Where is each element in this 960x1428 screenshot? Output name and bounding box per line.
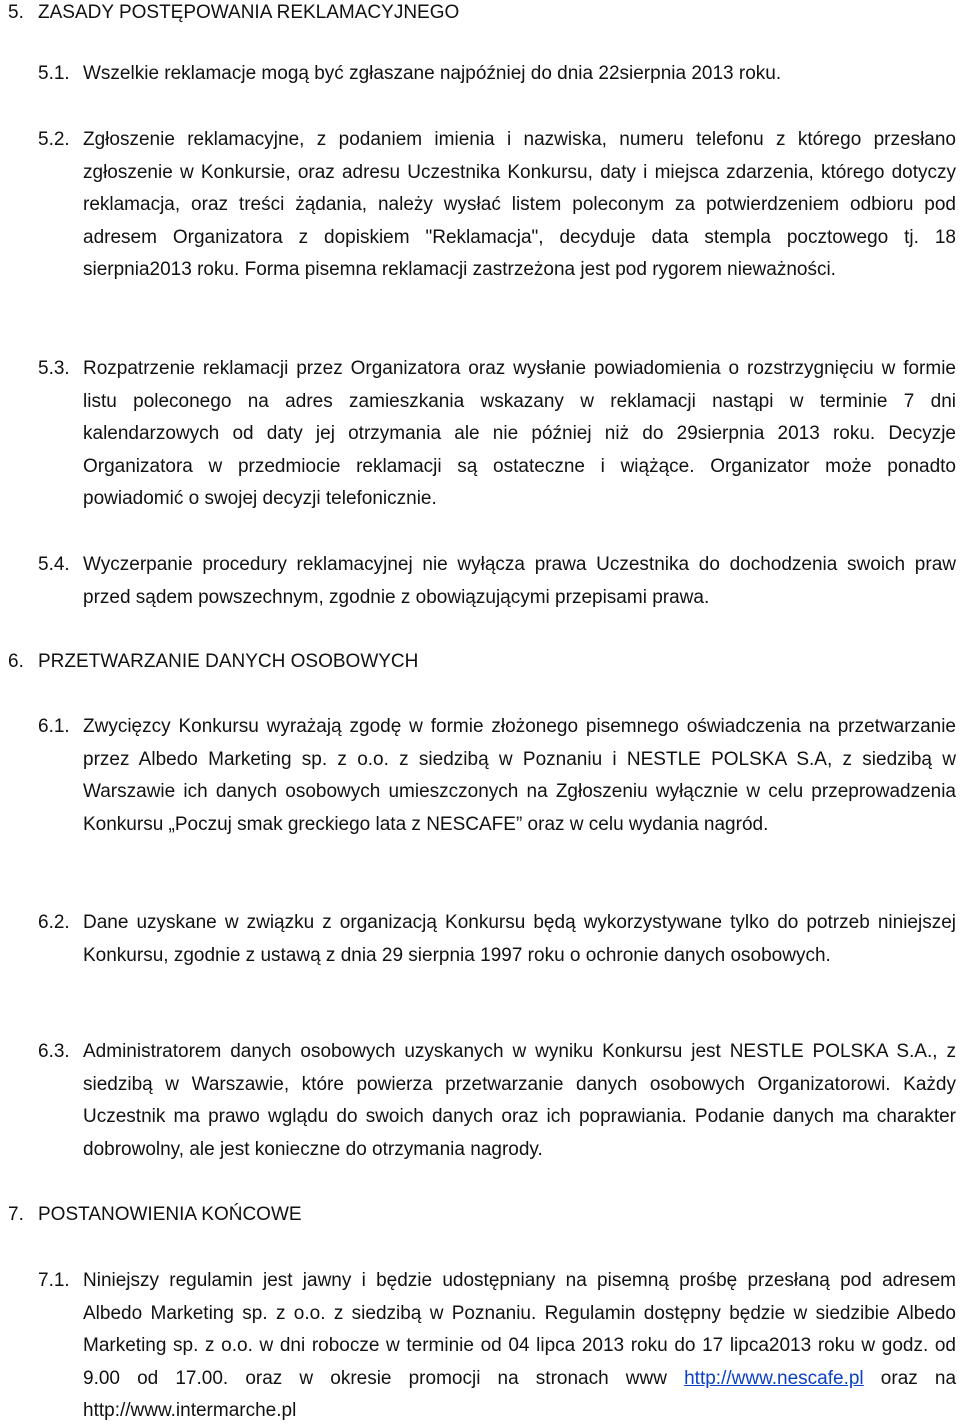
section-number: 6.	[8, 651, 24, 672]
clause-text-after-link: oraz na http://www.intermarche.pl	[83, 1367, 957, 1421]
clause-number: 5.2.	[38, 129, 70, 150]
clause-number: 5.3.	[38, 358, 70, 379]
section-heading-6	[8, 649, 418, 675]
clause-text: Wszelkie reklamacje mogą być zgłaszane najpóźniej do dnia 22sierpnia 2013 roku.	[83, 63, 782, 84]
clause-text	[83, 1265, 956, 1428]
clause-text: Zgłoszenie reklamacyjne, z podaniem imienia i nazwiska, numeru telefonu z którego przesłano zgłoszenie w Konkursie, oraz adresu Uczestnika Konkursu, daty i miejsca zdarzenia, którego dotyczy reklamacja, oraz treści żądania, należy wysłać listem poleconym za potwierdzeniem odbioru pod adresem Organizatora z dopiskiem "Reklamacja", decyduje data stempla pocztowego tj. 18 sierpnia2013 roku. Forma pisemna reklamacji zastrzeżona jest pod rygorem nieważności.	[83, 129, 956, 280]
clause-text: Rozpatrzenie reklamacji przez Organizatora oraz wysłanie powiadomienia o rozstrzygnięciu w formie listu poleconego na adres zamieszkania wskazany w reklamacji nastąpi w terminie 7 dni kalendarzowych od daty jej otrzymania ale nie później niż do 29sierpnia 2013 roku. Decyzje Organizatora w przedmiocie reklamacji są ostateczne i wiążące. Organizator może ponadto powiadomić o swojej decyzji telefonicznie.	[83, 358, 956, 509]
clause-6-2	[38, 907, 956, 972]
section-number: 7.	[8, 1204, 24, 1225]
clause-number: 7.1.	[38, 1270, 70, 1291]
clause-number: 5.1.	[38, 63, 70, 84]
clause-6-3	[38, 1036, 956, 1166]
clause-5-2	[38, 124, 956, 287]
clause-5-4	[38, 549, 956, 614]
clause-5-3	[38, 353, 956, 516]
clause-6-1	[38, 711, 956, 841]
clause-text: Wyczerpanie procedury reklamacyjnej nie wyłącza prawa Uczestnika do dochodzenia swoich praw przed sądem powszechnym, zgodnie z obowiązującymi przepisami prawa.	[83, 554, 956, 608]
clause-text: Zwycięzcy Konkursu wyrażają zgodę w formie złożonego pisemnego oświadczenia na przetwarzanie przez Albedo Marketing sp. z o.o. z siedzibą w Poznaniu i NESTLE POLSKA S.A, z siedzibą w Warszawie ich danych osobowych umieszczonych na Zgłoszeniu wyłącznie w celu przeprowadzenia Konkursu „Poczuj smak greckiego lata z NESCAFE” oraz w celu wydania nagród.	[83, 716, 956, 835]
clause-number: 5.4.	[38, 554, 70, 575]
section-title: POSTANOWIENIA KOŃCOWE	[38, 1204, 302, 1225]
clause-text: Dane uzyskane w związku z organizacją Konkursu będą wykorzystywane tylko do potrzeb niniejszej Konkursu, zgodnie z ustawą z dnia 29 sierpnia 1997 roku o ochronie danych osobowych.	[83, 912, 956, 966]
clause-number: 6.3.	[38, 1041, 70, 1062]
clause-number: 6.2.	[38, 912, 70, 933]
clause-number: 6.1.	[38, 716, 70, 737]
section-heading-7	[8, 1202, 302, 1228]
section-title: ZASADY POSTĘPOWANIA REKLAMACYJNEGO	[38, 2, 460, 23]
section-heading-5	[8, 0, 459, 26]
nescafe-link[interactable]: http://www.nescafe.pl	[684, 1367, 864, 1389]
section-number: 5.	[8, 2, 24, 23]
clause-7-1	[38, 1265, 956, 1428]
clause-text: Administratorem danych osobowych uzyskanych w wyniku Konkursu jest NESTLE POLSKA S.A., z siedzibą w Warszawie, które powierza przetwarzanie danych osobowych Organizatorowi. Każdy Uczestnik ma prawo wglądu do swoich danych oraz ich poprawiania. Podanie danych ma charakter dobrowolny, ale jest konieczne do otrzymania nagrody.	[83, 1041, 956, 1160]
clause-text-main: Niniejszy regulamin jest jawny i będzie udostępniany na pisemną prośbę przesłaną pod adresem Albedo Marketing sp. z o.o. z siedzibą w Poznaniu. Regulamin dostępny będzie w siedzibie Albedo Marketing sp. z o.o. w dni robocze w terminie od 04 lipca 2013 roku do 17 lipca2013 roku w godz. od 9.00 od 17.00. oraz w okresie promocji na stronach www	[83, 1270, 956, 1389]
clause-5-1	[38, 58, 956, 91]
section-title: PRZETWARZANIE DANYCH OSOBOWYCH	[38, 651, 419, 672]
